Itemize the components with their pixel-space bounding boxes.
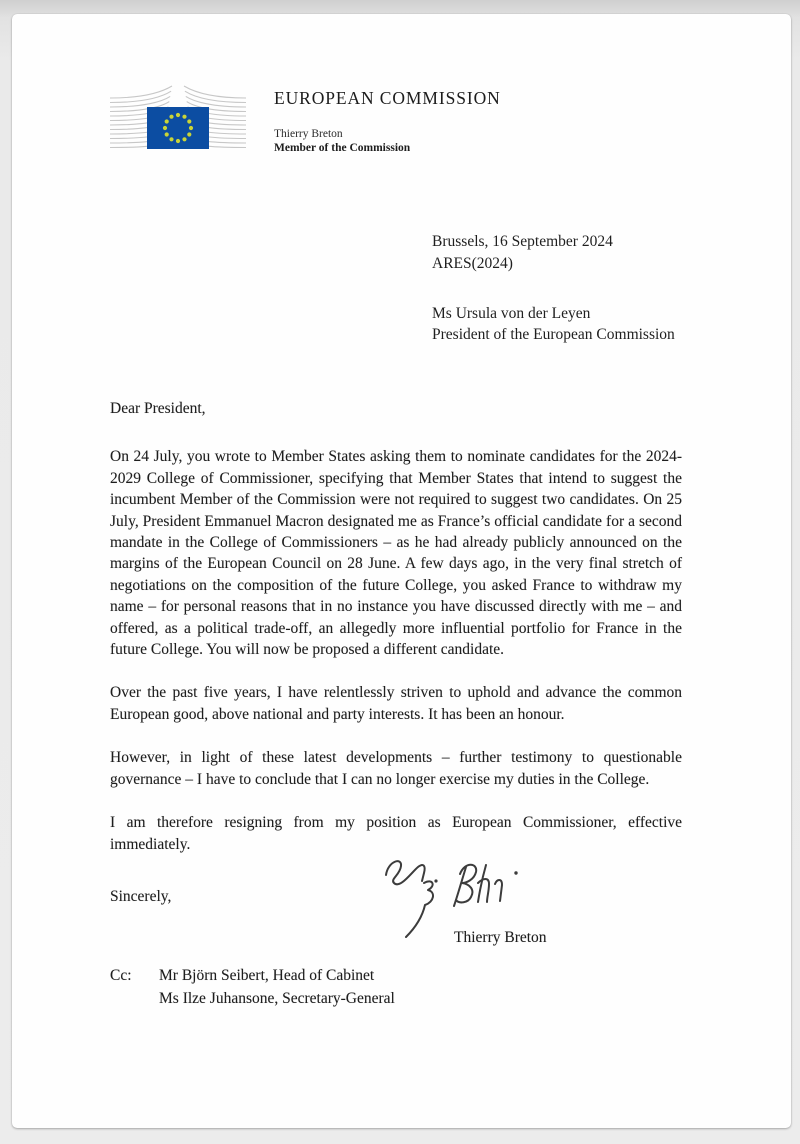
letterhead	[108, 82, 501, 166]
valediction: Sincerely,	[110, 887, 172, 905]
date-reference-block	[432, 231, 613, 274]
body-paragraph-1: On 24 July, you wrote to Member States asking them to nominate candidates for the 2024-2029 College of Commissioner, specifying that Member States that intend to suggest the incumbent Member of the Commission were not required to suggest two candidates. On 25 July, President Emmanuel Macron designated me as France’s official candidate for a second mandate in the College of Commissioners – as he had already publicly announced on the margins of the European Council on 28 June. A few days ago, in the very final stretch of negotiations on the composition of the future College, you asked France to withdraw my name – for personal reasons that in no instance you have discussed directly with me – and offered, as a political trade-off, an allegedly more influential portfolio for France in the future College. You will now be proposed a different candidate.	[110, 448, 682, 659]
place-date: Brussels, 16 September 2024	[432, 233, 613, 250]
signatory-name: Thierry Breton	[454, 928, 547, 946]
closing-row	[110, 877, 682, 965]
european-commission-logo-graphic	[108, 82, 248, 166]
cc-entries	[159, 965, 395, 1010]
sender-name: Thierry Breton	[274, 128, 343, 140]
salutation: Dear President,	[110, 400, 206, 417]
sender-title: Member of the Commission	[274, 142, 411, 154]
eu-flag-icon	[147, 107, 209, 149]
recipient-block	[432, 304, 675, 345]
recipient-name: Ms Ursula von der Leyen	[432, 305, 591, 322]
signature-block	[378, 853, 558, 948]
body-paragraph-3: However, in light of these latest developments – further testimony to questionable governance – I have to conclude that I can no longer exercise my duties in the College.	[110, 749, 682, 788]
letter-body	[110, 398, 682, 1010]
cc-label: Cc:	[110, 966, 132, 984]
letterhead-text	[274, 82, 501, 166]
european-commission-logo	[108, 82, 248, 166]
cc-block	[110, 965, 682, 1010]
commission-title: EUROPEAN COMMISSION	[274, 88, 501, 108]
cc-entry: Ms Ilze Juhansone, Secretary-General	[159, 989, 395, 1007]
cc-entry: Mr Björn Seibert, Head of Cabinet	[159, 966, 375, 984]
body-paragraph-2: Over the past five years, I have relentlessly striven to uphold and advance the common European good, above national and party interests. It has been an honour.	[110, 684, 682, 723]
reference-number: ARES(2024)	[432, 254, 513, 272]
recipient-title: President of the European Commission	[432, 325, 675, 343]
letter-page	[12, 14, 791, 1128]
body-paragraph-4: I am therefore resigning from my position as European Commissioner, effective immediately.	[110, 814, 682, 853]
